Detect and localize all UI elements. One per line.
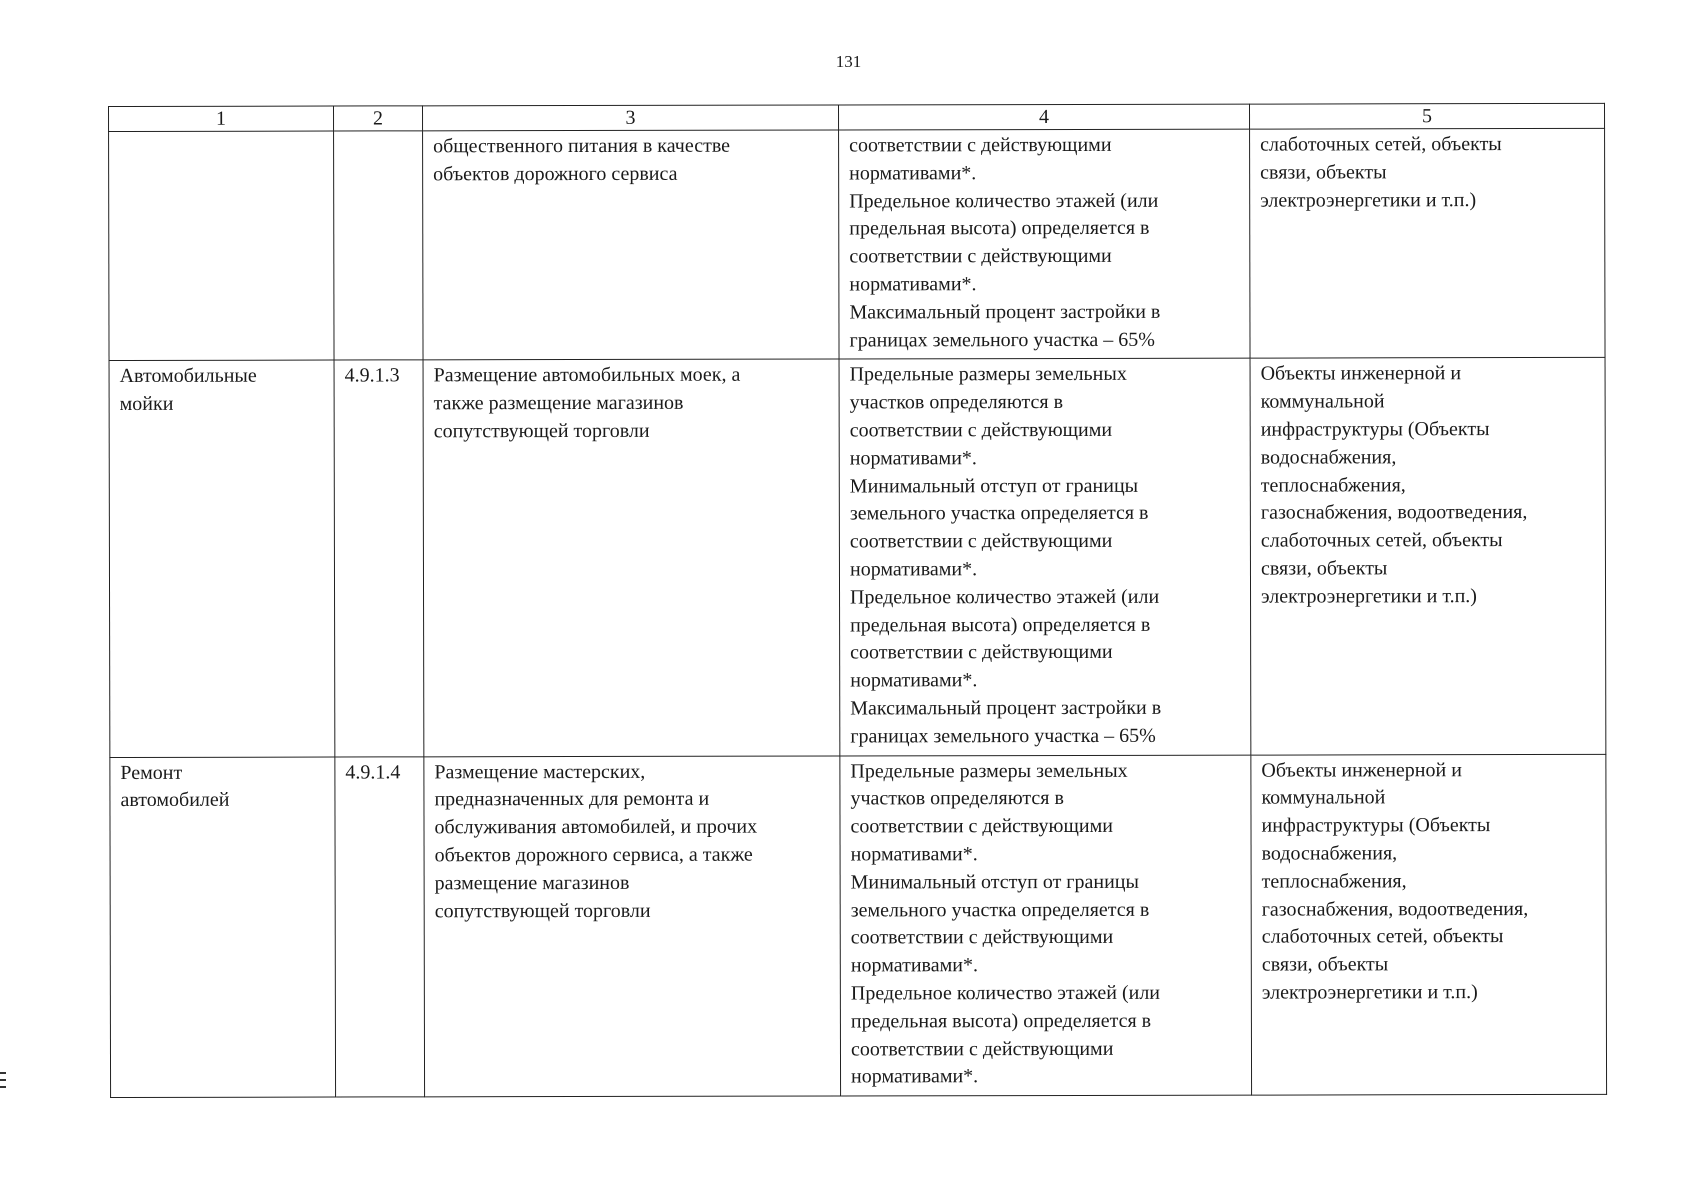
table-row [110, 754, 1607, 1098]
cell-text-line: нормативами*. [849, 446, 977, 470]
header-col-4: 4 [838, 104, 1249, 130]
cell-text-line: водоснабжения, [1260, 446, 1397, 469]
cell-text-line: Предельные размеры земельных [849, 363, 1127, 386]
cell-text-line: участков определяются в [850, 787, 1064, 810]
cell-text-line: теплоснабжения, [1261, 870, 1407, 893]
scan-margin-mark [0, 1072, 6, 1074]
cell-text-line: Автомобильные [119, 365, 257, 388]
cell-name [109, 131, 334, 361]
cell-text-line: объектов дорожного сервиса, а также [434, 843, 753, 867]
cell-name [109, 360, 335, 757]
cell-text-line: нормативами*. [849, 558, 978, 581]
cell-text-line: сопутствующей торговли [434, 899, 651, 922]
cell-text-line: связи, объекты [1260, 557, 1388, 580]
cell-objects [1251, 754, 1607, 1095]
cell-parameters [839, 129, 1250, 359]
cell-objects [1250, 128, 1605, 358]
cell-text-line: обслуживания автомобилей, и прочих [434, 815, 758, 839]
cell-text-line: электроэнергетики и т.п.) [1261, 584, 1477, 608]
cell-description [423, 130, 839, 360]
cell-text-line: мойки [119, 393, 174, 416]
header-col-5: 5 [1249, 103, 1604, 129]
cell-description [423, 359, 840, 756]
cell-text-line: предельная высота) определяется в [850, 613, 1151, 636]
cell-text-line: коммунальной [1261, 786, 1386, 809]
cell-text-line: соответствии с действующими [850, 641, 1113, 664]
scan-margin-mark [0, 1086, 6, 1088]
table-row [109, 358, 1606, 757]
cell-text-line: автомобилей [120, 789, 230, 812]
cell-text-line: объектов дорожного сервиса [433, 162, 678, 186]
cell-text-line: Размещение мастерских, [434, 760, 646, 783]
cell-text-line: Размещение автомобильных моек, а [433, 364, 741, 387]
cell-text-line: связи, объекты [1261, 953, 1389, 976]
cell-text-line: водоснабжения, [1261, 842, 1398, 865]
cell-text-line: Минимальный отступ от границы [850, 870, 1139, 894]
cell-text-line: Максимальный процент застройки в [850, 696, 1162, 720]
cell-text-line: сопутствующей торговли [433, 419, 650, 443]
cell-text-line: предельная высота) определяется в [850, 1009, 1152, 1033]
cell-text-line: участков определяются в [849, 391, 1064, 414]
cell-text-line: Предельное количество этажей (или [850, 981, 1161, 1005]
cell-text-line: инфраструктуры (Объекты [1260, 418, 1490, 441]
cell-text-line: нормативами*. [849, 161, 977, 185]
cell-text-line: Предельное количество этажей (или [849, 189, 1159, 213]
cell-code [335, 756, 425, 1097]
cell-text-line: Максимальный процент застройки в [849, 300, 1161, 324]
cell-text-line: соответствии с действующими [849, 245, 1112, 268]
cell-text-line: общественного питания в качестве [433, 134, 731, 158]
header-col-1: 1 [109, 106, 334, 131]
cell-text-line: коммунальной [1260, 390, 1385, 413]
cell-text-line: слаботочных сетей, объекты [1260, 133, 1502, 156]
cell-text-line: инфраструктуры (Объекты [1261, 814, 1491, 837]
cell-text-line: связи, объекты [1260, 161, 1387, 184]
cell-text-line: Предельные размеры земельных [850, 759, 1128, 782]
table-header-row [109, 103, 1605, 131]
cell-text-line: Объекты инженерной и [1261, 758, 1462, 782]
cell-text-line: газоснабжения, водоотведения, [1260, 501, 1528, 524]
cell-text-line: нормативами*. [850, 843, 978, 866]
cell-parameters [839, 358, 1251, 755]
cell-description [424, 755, 841, 1096]
cell-text-line: слаботочных сетей, объекты [1260, 529, 1503, 552]
cell-text-line: соответствии с действующими [850, 926, 1114, 949]
cell-text-line: соответствии с действующими [849, 133, 1112, 157]
cell-text-line: соответствии с действующими [850, 1037, 1114, 1060]
cell-text-line: нормативами*. [849, 273, 977, 296]
cell-text-line: границах земельного участка – 65% [850, 724, 1156, 748]
cell-text-line: нормативами*. [850, 669, 978, 692]
cell-text-line: электроэнергетики и т.п.) [1260, 188, 1477, 212]
cell-text-line: электроэнергетики и т.п.) [1261, 981, 1478, 1004]
cell-text-line: нормативами*. [851, 1065, 979, 1088]
cell-text-line: предназначенных для ремонта и [434, 788, 710, 811]
cell-text-line: газоснабжения, водоотведения, [1261, 897, 1529, 921]
cell-text-line: предельная высота) определяется в [849, 217, 1150, 240]
cell-text-line: соответствии с действующими [849, 418, 1113, 442]
cell-objects [1250, 358, 1606, 755]
cell-text-line: Объекты инженерной и [1260, 362, 1462, 385]
header-col-2: 2 [334, 106, 423, 131]
cell-text-line: границах земельного участка – 65% [849, 328, 1155, 352]
cell-text-line: нормативами*. [850, 954, 978, 977]
page-number: 131 [835, 52, 862, 71]
cell-code [334, 131, 423, 361]
cell-text-line: земельного участка определяется в [849, 502, 1149, 525]
land-use-table [108, 103, 1607, 1098]
table-row [109, 128, 1605, 361]
cell-text-line: Минимальный отступ от границы [849, 474, 1139, 498]
cell-text-line: земельного участка определяется в [850, 898, 1150, 921]
header-col-3: 3 [423, 105, 839, 131]
cell-text-line: Ремонт [120, 761, 183, 784]
cell-code [334, 360, 424, 756]
cell-text-line: также размещение магазинов [433, 391, 684, 415]
cell-text-line: Предельное количество этажей (или [850, 585, 1160, 609]
cell-text-line: слаботочных сетей, объекты [1261, 925, 1504, 948]
cell-text-line: соответствии с действующими [850, 815, 1113, 838]
cell-name [110, 757, 336, 1098]
cell-text-line: 4.9.1.3 [344, 364, 400, 387]
scan-margin-mark [0, 1079, 6, 1081]
cell-text-line: 4.9.1.4 [345, 760, 401, 784]
cell-text-line: теплоснабжения, [1260, 473, 1406, 497]
cell-text-line: соответствии с действующими [849, 530, 1113, 553]
cell-text-line: размещение магазинов [434, 871, 630, 895]
cell-parameters [840, 755, 1252, 1096]
